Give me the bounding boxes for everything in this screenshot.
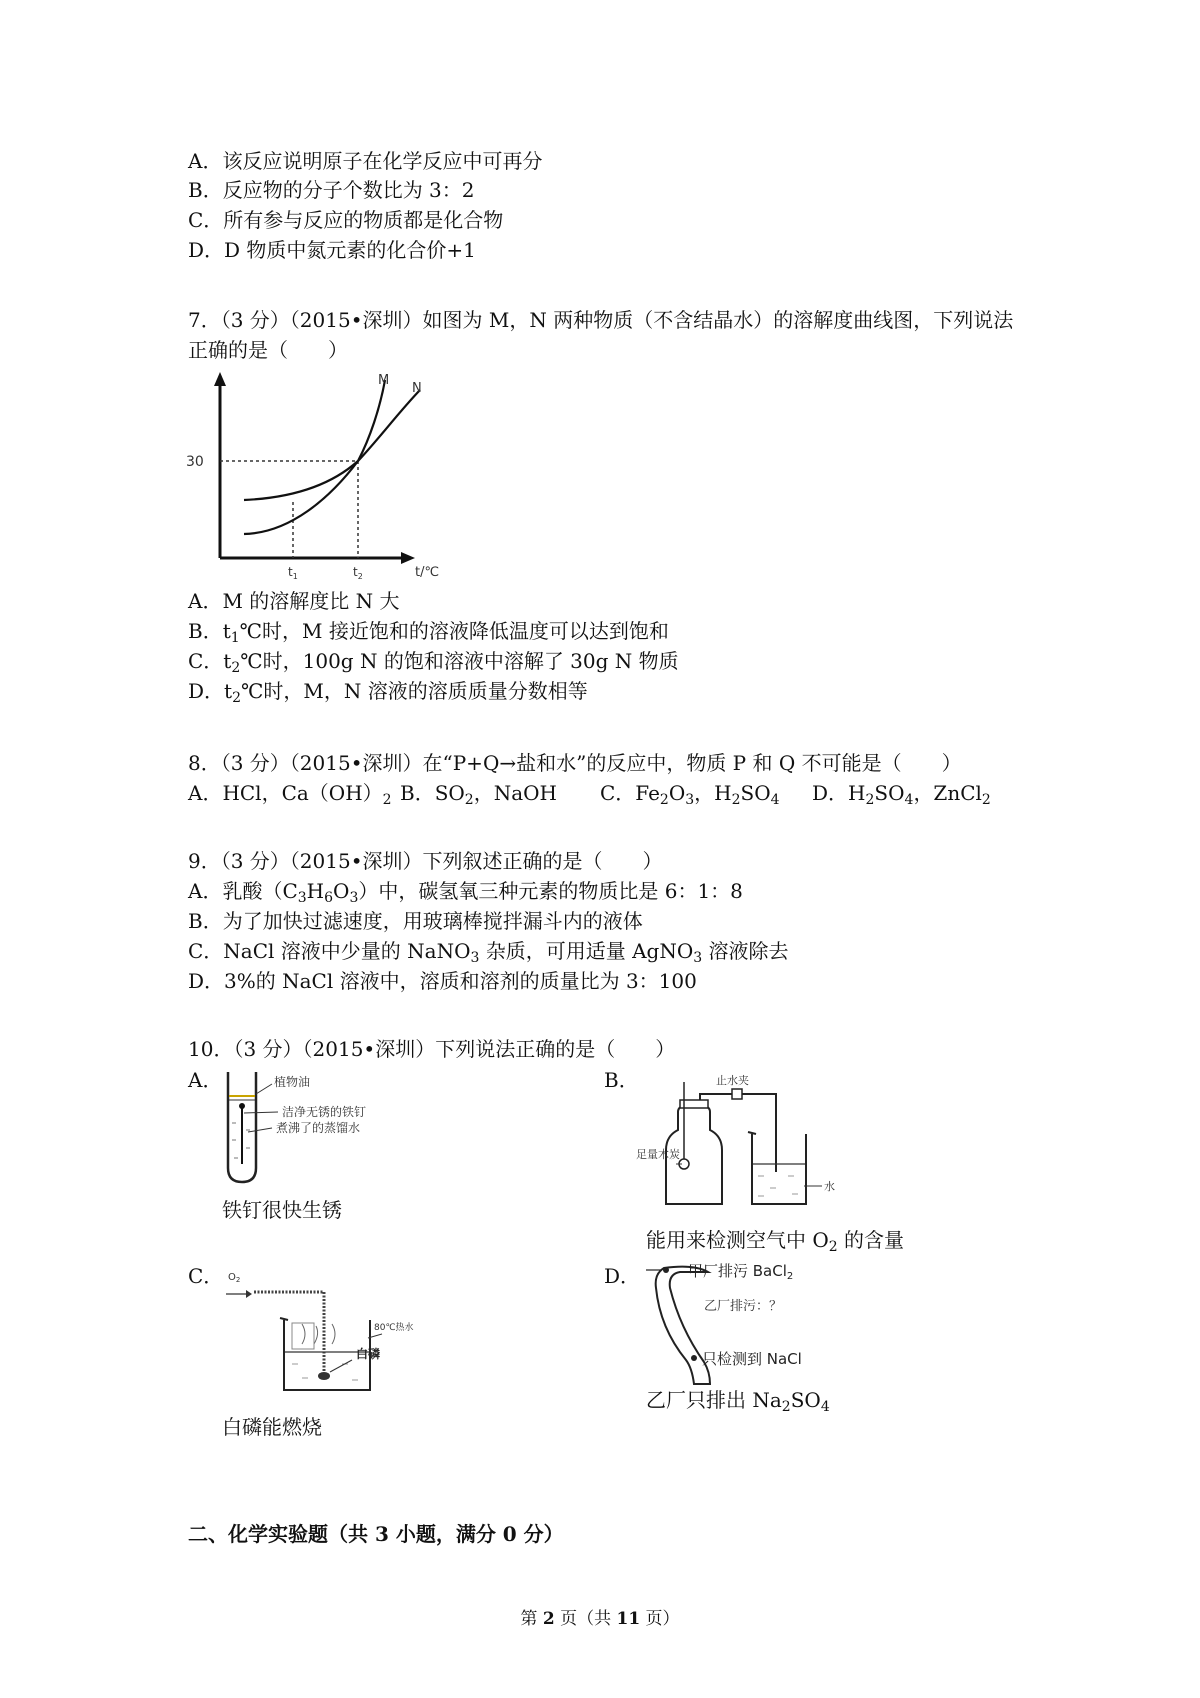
charcoal-label: 足量木炭 — [636, 1148, 680, 1161]
curve-n-label: N — [412, 381, 422, 396]
test-tube-nail-figure — [222, 1068, 437, 1188]
q9-option-c: C．NaCl 溶液中少量的 NaNO$_3$ 杂质，可用适量 AgNO$_3$ 溶液除去 — [188, 939, 789, 966]
q9-stem: 9．（3 分）（2015•深圳）下列叙述正确的是（ ） — [188, 849, 663, 873]
plant-a-label: 甲厂排污 BaCl$_2$ — [688, 1262, 794, 1282]
q6-option-c: C．所有参与反应的物质都是化合物 — [188, 208, 504, 232]
q10-option-b-label: B． — [604, 1068, 639, 1092]
q7-option-a: A．M 的溶解度比 N 大 — [188, 589, 400, 613]
curve-m-label: M — [378, 373, 390, 388]
q6-option-a: A．该反应说明原子在化学反应中可再分 — [188, 149, 543, 173]
detect-nacl-label: 只检测到 NaCl — [702, 1350, 802, 1368]
q10-d-caption: 乙厂只排出 $Na_2SO_4$ — [646, 1388, 830, 1415]
q7-stem-line1: 7．（3 分）（2015•深圳）如图为 M，N 两种物质（不含结晶水）的溶解度曲线图，下列说法 — [188, 308, 1014, 332]
x-tick-t1: $t_1$ — [288, 565, 298, 581]
q8-option-c: C．$Fe_2O_3$，$H_2SO_4$ — [600, 781, 780, 808]
q7-stem-line2: 正确的是（ ） — [188, 338, 348, 362]
q7-option-c: C．$t_2℃$时，100g N 的饱和溶液中溶解了 30g N 物质 — [188, 649, 679, 676]
q10-a-caption: 铁钉很快生锈 — [222, 1198, 342, 1222]
white-phosphorus-figure — [222, 1268, 414, 1398]
o2-label: $O_2$ — [228, 1272, 241, 1284]
nail-label: 洁净无锈的铁钉 — [282, 1105, 367, 1119]
q7-option-d: D．$t_2℃$时，M，N 溶液的溶质质量分数相等 — [188, 679, 588, 706]
plant-b-label: 乙厂排污：？ — [704, 1299, 783, 1314]
q8-option-b: B．$SO_2$，NaOH — [400, 781, 557, 808]
page-number: 2 — [542, 1609, 555, 1629]
oxygen-content-apparatus-figure — [636, 1072, 876, 1212]
q8-option-d: D．$H_2SO_4$，ZnCl$_2$ — [812, 781, 991, 808]
q10-c-caption: 白磷能燃烧 — [222, 1415, 322, 1439]
beaker-water-label: 水 — [824, 1180, 835, 1193]
boiled-water-label: 煮沸了的蒸馏水 — [276, 1121, 361, 1135]
q10-stem: 10．（3 分）（2015•深圳）下列说法正确的是（ ） — [188, 1037, 676, 1061]
q9-option-a: A．乳酸$(C_3H_6O_3)$中，碳氢氧三种元素的物质比是 6：1：8 — [188, 879, 743, 906]
page-total: 11 — [616, 1609, 641, 1629]
page-footer: 第 2 页（共 11 页） — [520, 1609, 680, 1629]
white-phosphorus-label: 白磷 — [356, 1347, 381, 1361]
q8-stem: 8．（3 分）（2015•深圳）在“P+Q→盐和水”的反应中，物质 P 和 Q 不可能是（ ） — [188, 751, 962, 775]
solubility-curve-figure — [180, 368, 460, 580]
q9-option-b: B．为了加快过滤速度，用玻璃棒搅拌漏斗内的液体 — [188, 909, 643, 933]
section-heading: 二、化学实验题（共 3 小题，满分 0 分） — [188, 1522, 564, 1546]
q8-option-a: A．HCl，$Ca(OH)_2$ — [188, 781, 392, 808]
y-tick-30: 30 — [186, 454, 204, 470]
q6-option-b: B．反应物的分子个数比为 3：2 — [188, 178, 475, 202]
q9-option-d: D．3%的 NaCl 溶液中，溶质和溶剂的质量比为 3：100 — [188, 969, 697, 993]
q10-b-caption: 能用来检测空气中 $O_2$ 的含量 — [646, 1228, 905, 1255]
river-pollution-figure — [636, 1258, 856, 1388]
q7-option-b: B．$t_1℃$时，M 接近饱和的溶液降低温度可以达到饱和 — [188, 619, 669, 646]
hot-water-label: 80℃热水 — [374, 1323, 414, 1333]
q10-option-a-label: A． — [188, 1068, 223, 1092]
q6-option-d: D．D 物质中氮元素的化合价+1 — [188, 238, 476, 262]
x-axis-unit: t/℃ — [415, 565, 440, 580]
oil-label: 植物油 — [274, 1075, 311, 1089]
water-clip-label: 止水夹 — [716, 1074, 749, 1087]
q10-option-d-label: D． — [604, 1264, 641, 1288]
q10-option-c-label: C． — [188, 1264, 224, 1288]
x-tick-t2: $t_2$ — [353, 565, 363, 581]
